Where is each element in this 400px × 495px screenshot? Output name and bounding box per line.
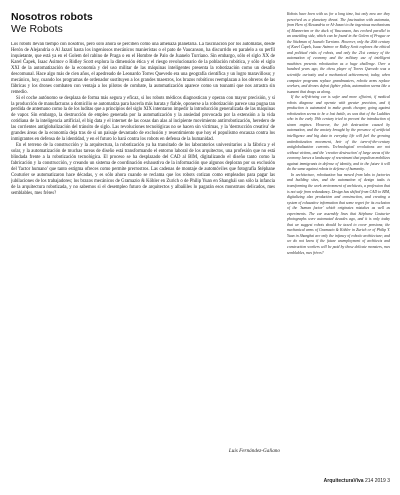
author-signature: Luis Fernández-Galiano: [228, 448, 280, 454]
english-article-body: [287, 12, 390, 474]
article-title: Nosotros robots: [11, 11, 93, 23]
english-paragraph: In architecture, robotization has moved from labs to factories and building sites, and the automation of design tasks is transforming the work environment of architects, a profession that is not safe from redundancy. Design has shifted from CAD to BIM, digitalizing also production and construction, and creating a system of exhaustive information that some regret for its exclusion of the 'human factor' which originates mistakes as well as experiments. The car assembly lines that Stéphane Couturier photographs were automated decades ago, and it is only today that we suggest robots should be taxed to cover pensions; the mechanical arms of Gramazio & Köhler in Zurich or of Philip Y. Yuan in Shanghai are only the infancy of robotic architecture; and we do not know if the future unemployment of architects and construction workers will be paid by those delicate monsters, mes semblables, mes frères?: [287, 172, 390, 255]
page-footer: [324, 478, 390, 484]
article-subtitle: We Robots: [11, 23, 63, 35]
spanish-paragraph: Los robots llevan tiempo con nosotros, pero sólo ahora se perciben como una amenaza planetaria. La fascinación por los autómatas, desde Herón de Alejandría o Al Jazarí hasta los ingeniosos mecánicos manieristas o el pato de Vaucanson, ha discurrido en paralelo a su perfil inquietante, que está ya en el Golem del rabino de Praga o en el Hombre de Palo de Juanelo Turriano. Sin embargo, sólo el siglo XX de Karel Čapek, Isaac Asimov o Ridley Scott explora la dimensión ética y el riesgo revolucionario de la población robótica, y sólo el siglo XXI de la automatización de la economía y del uso militar de las máquinas inteligentes presenta la robotización como un desafío descomunal. Hace algo más de cien años, el apedreado de Leonardo Torres Quevedo era una geografía científica y un logro maravilloso; y mecánico, hoy, cuando los programas de ordenador sustituyen a los grandes maestros, los brazos robóticos reemplazan a los obreros de las fábricas y los drones combaten con ventaja a los pilotos de combate, la automatización aparece como un tsunami que nos arrastra sin remedio.: [11, 42, 275, 95]
english-paragraph: If the self-driving car is safer and more efficient, if medical robots diagnose and operate with greater precision, and if production is automated to make goods cheaper, going against robotization seems to be a lost battle, as was that of the Luddites who in the early 19th century tried to prevent the introduction of steam engines. However, the job destruction caused by automation, and the anxiety brought by the presence of artificial intelligence and big data in everyday life will fuel the growing antirobotization movement, heir of the turn-of-the-century antiglobalization currents. Technological revolutions are not without victims, and the 'creative destruction' of large areas of the economy leaves a landscape of resentment that populism mobilizes against immigrants in defense of identity, and in the future it will do the same against robots in defense of humanity.: [287, 95, 390, 172]
english-paragraph: Robots have been with us for a long time, but only now are they perceived as a planetary threat. The fascination with automata, from Hero of Alexandria or Al-Jazari to the ingenious mechanisms of Mannerism or the duck of Vaucanson, has evolved parallel to an unsettling side, which can be found in the Golem of Prague or the Stickman of Juanelo Turriano. However, only the 20th century of Karel Čapek, Isaac Asimov or Ridley Scott explores the ethical and political risks of robots, and only the 21st century of the automation of economy and the military use of intelligent machines presents robotization as a huge challenge. Over a hundred years ago, the chess player of Torres Quevedo was a scientific curiosity and a mechanical achievement; today, when computer programs replace grandmasters, robotic arms replace workers, and drones defeat fighter pilots, automation seems like a tsunami that drags us along.: [287, 12, 390, 94]
magazine-name: ArquitecturaViva: [323, 478, 364, 484]
issue-info: 214 2019: [363, 478, 386, 484]
page-number: 3: [387, 478, 390, 484]
spanish-paragraph: Si el coche autónomo se desplaza de forma más segura y eficaz, si los robots médicos diagnostican y operan con mayor precisión, y si la producción de manufacturas a domicilio se automatiza para hacerla más barata y fiable, oponerse a la robotización parece una pugna tan perdida de antemano como la de los luditas que a principios del siglo XIX intentaron impedir la introducción generalizada de las máquinas de vapor. Sin embargo, la destrucción de empleo generada por la automatización y la ansiedad provocada por la extensión a la vida cotidiana de la inteligencia artificial, el big data y el internet de las cosas dan alas al incipiente movimiento antirrobotización, heredero de las corrientes antiglobalización del tránsito de siglo. Las revoluciones tecnológicas no se hacen sin víctimas, y la 'destrucción creativa' de grandes áreas de la economía deja tras de sí un paisaje devastado de exclusión y resentimiento que hoy el populismo encauza contra los inmigrantes en defensa de la identidad, y en el futuro lo hará contra los robots en defensa de la humanidad.: [11, 95, 275, 143]
spanish-article-body: [11, 42, 275, 442]
spanish-paragraph: En el terreno de la construcción y la arquitectura, la robotización ya ha transitado de los laboratorios universitarios a la fábrica y el solar, y la automatización de muchas tareas de diseño está transformando el entorno laboral de los arquitectos, una profesión que no está blindada frente a la robotización tecnológica. El proceso se ha desplazado del CAD al BIM, digitalizando el diseño tanto como la fabricación y la construcción, y creando un sistema de coordinación exhaustiva de la información que algunos deploran por su exclusión del 'factor humano' que tanto estigma ofreces como permite prerrostros. Las cadenas de montaje de automóviles que fotografía Stéphane Couturier se automatizaron hace décadas, y es sólo ahora cuando se reclama que los robots cotizan como empleados para pagar las jubilaciones de los trabajadores; los brazos mecánicos de Gramazio & Köhler en Zurich o de Philip Yuan en Shanghái son sólo la infancia de la arquitectura robotizada, y no sabemos si el desempleo futuro de arquitectos y albañiles lo pagarán esos monstruos delicados, mes semblables, mes frères?: [11, 143, 275, 196]
